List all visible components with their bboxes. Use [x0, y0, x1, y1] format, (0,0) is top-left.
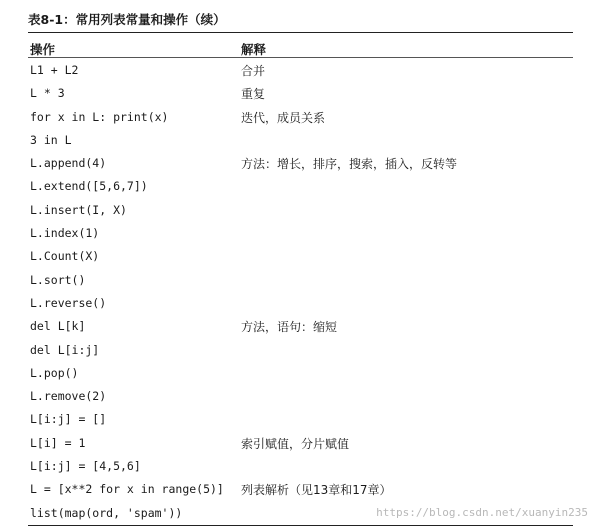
- operation-explanation: 方法：增长，排序，搜索，插入，反转等: [241, 157, 458, 172]
- table-row: [0, 455, 600, 478]
- table-row: [0, 339, 600, 362]
- operation-explanation: 迭代，成员关系: [241, 110, 326, 125]
- operation-explanation: 索引赋值，分片赋值: [241, 436, 350, 451]
- operation-code: L[i] = 1: [30, 435, 86, 450]
- table-row: [0, 478, 600, 501]
- watermark: https://blog.csdn.net/xuanyin235: [376, 506, 588, 519]
- operation-code: list(map(ord, 'spam')): [30, 505, 183, 520]
- operation-code: L.remove(2): [30, 389, 107, 404]
- operation-code: del L[k]: [30, 319, 86, 334]
- operation-code: L.append(4): [30, 156, 107, 171]
- table-body: [0, 59, 600, 525]
- operation-code: L.sort(): [30, 272, 86, 287]
- table-row: [0, 129, 600, 152]
- table-caption: 表8-1：常用列表常量和操作（续）: [28, 12, 226, 27]
- table-row: [0, 385, 600, 408]
- table-top-rule: [28, 32, 573, 33]
- operation-code: L.pop(): [30, 365, 79, 380]
- operation-code: for x in L: print(x): [30, 109, 169, 124]
- table-row: [0, 82, 600, 105]
- operation-code: L.Count(X): [30, 249, 100, 264]
- column-header-explanation: 解释: [241, 42, 267, 57]
- table-row: [0, 269, 600, 292]
- table-row: [0, 362, 600, 385]
- table-row: [0, 106, 600, 129]
- table-bottom-rule: [28, 525, 573, 526]
- operation-code: L = [x**2 for x in range(5)]: [30, 482, 224, 497]
- operation-code: L[i:j] = [4,5,6]: [30, 459, 141, 474]
- table-row: [0, 175, 600, 198]
- operation-code: L.extend([5,6,7]): [30, 179, 148, 194]
- operation-explanation: 合并: [241, 64, 266, 78]
- table-row: [0, 292, 600, 315]
- operation-code: L1 + L2: [30, 63, 79, 77]
- table-row: [0, 199, 600, 222]
- table-row: [0, 245, 600, 268]
- operation-code: L * 3: [30, 86, 65, 101]
- operation-code: L.index(1): [30, 226, 100, 241]
- operation-explanation: 方法，语句：缩短: [241, 320, 338, 335]
- operation-code: L[i:j] = []: [30, 412, 107, 427]
- table-row: [0, 152, 600, 175]
- operation-code: L.reverse(): [30, 295, 107, 310]
- operation-explanation: 重复: [241, 87, 266, 102]
- operation-explanation: 列表解析（见13章和17章）: [241, 483, 392, 498]
- operation-code: L.insert(I, X): [30, 202, 127, 217]
- table-row: [0, 59, 600, 82]
- column-header-operation: 操作: [30, 42, 56, 57]
- operation-code: 3 in L: [30, 132, 72, 147]
- table-row: [0, 222, 600, 245]
- table-row: [0, 408, 600, 431]
- operation-code: del L[i:j]: [30, 342, 100, 357]
- table-header-rule: [28, 57, 573, 58]
- table-row: [0, 432, 600, 455]
- table-row: [0, 315, 600, 338]
